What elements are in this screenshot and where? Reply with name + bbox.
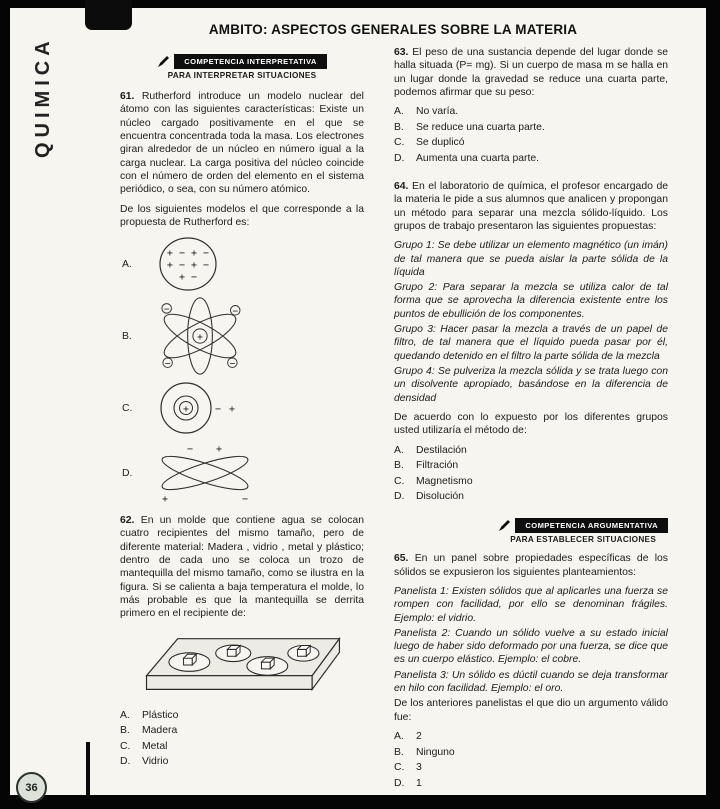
option-text: Madera	[142, 725, 178, 737]
option-label: D.	[394, 152, 405, 164]
option-text: Metal	[142, 740, 168, 752]
question-63	[394, 46, 668, 99]
option-label: C.	[394, 762, 405, 774]
option-row	[394, 746, 668, 760]
option-text: Se duplicó	[416, 137, 465, 149]
panelist-text: Existen sólidos que al aplicarles una fuerza se rompen con facilidad, por ello se denominan frágiles. Ejemplo: el vidrio.	[394, 585, 668, 624]
model-d-top-right: +	[215, 444, 223, 456]
group-text: Se debe utilizar un elemento magnético (un imán) de tal manera que se pueda aislar la parte sólida de la líquida	[394, 240, 668, 278]
option-label: D.	[394, 777, 405, 789]
question-63-number: 63.	[394, 47, 409, 58]
group-name: Grupo 1:	[394, 240, 435, 252]
option-text: Disolución	[416, 491, 464, 503]
question-63-options	[394, 105, 668, 166]
group-text: Hacer pasar la mezcla a través de un papel de filtro, de tal manera que el líquido pueda pasar por él, quedando detenido en el filtro la parte sólida de la mezcla	[394, 324, 668, 362]
option-text: Filtración	[416, 460, 459, 472]
exam-page	[10, 8, 706, 795]
group-2-statement	[394, 281, 668, 321]
model-a-row1: + − + −	[166, 248, 210, 260]
model-b-electron: −	[164, 358, 171, 370]
option-text: No varía.	[416, 106, 459, 118]
panelist-name: Panelista 1:	[394, 585, 449, 597]
group-name: Grupo 3:	[394, 324, 436, 336]
option-label: C.	[122, 402, 133, 414]
badge-subtitle: PARA ESTABLECER SITUACIONES	[510, 535, 657, 545]
question-65-options	[394, 730, 668, 791]
panelist-text: Un sólido es dúctil cuando se deja transformar en hilo con facilidad. Ejemplo: el oro.	[394, 669, 668, 695]
option-row	[394, 475, 668, 489]
question-62	[120, 514, 364, 621]
badge-top-row	[498, 518, 668, 533]
option-label: B.	[394, 460, 404, 472]
option-row	[394, 459, 668, 473]
question-64-number: 64.	[394, 180, 409, 192]
atom-model-b-diagram	[156, 296, 244, 376]
option-row	[394, 777, 668, 791]
option-row	[120, 724, 364, 738]
mold-figure	[138, 627, 346, 703]
question-63-text: El peso de una sustancia depende del lugar donde se halla situada (P= mg). Si un cuerpo de masa m se halla en un lugar donde la gravedad se reduce una cuarta parte, podemos afirmar que su peso:	[394, 47, 668, 98]
question-64	[394, 180, 668, 233]
question-61-option-b	[122, 296, 364, 376]
badge-title: COMPETENCIA ARGUMENTATIVA	[515, 518, 668, 533]
option-text: Se reduce una cuarta parte.	[416, 121, 545, 133]
model-d-bottom-right: −	[241, 494, 249, 506]
question-62-number: 62.	[120, 515, 135, 527]
question-62-options	[120, 709, 364, 770]
option-label: B.	[394, 121, 404, 133]
option-row	[120, 709, 364, 723]
model-b-electron: −	[163, 304, 170, 316]
option-label: C.	[120, 740, 131, 752]
option-label: D.	[394, 491, 405, 503]
option-label: C.	[394, 475, 405, 487]
question-61-option-c	[122, 379, 364, 437]
option-row	[394, 152, 668, 166]
model-b-nucleus: +	[197, 331, 203, 343]
option-row	[120, 755, 364, 769]
model-b-electron: −	[229, 358, 236, 370]
option-row	[394, 490, 668, 504]
option-label: A.	[122, 258, 132, 270]
group-name: Grupo 4:	[394, 366, 435, 377]
page-number-badge: 36	[16, 772, 47, 803]
competencia-argumentativa-badge	[498, 518, 668, 544]
option-row	[394, 444, 668, 458]
question-62-text: En un molde que contiene agua se colocan cuatro recipientes del mismo tamaño, pero de diferente material: Madera , vidrio , metal y plástico; dentro de cada uno se coloca un trozo de mantequilla del mismo tamaño, como se ilustra en la figura. Si se calienta a baja temperatura el molde, lo más probable es que la mantequilla se derrita primero en el recipiente de:	[120, 515, 364, 620]
model-d-bottom-left: +	[161, 494, 169, 506]
option-label: A.	[394, 731, 404, 742]
panelist-1-statement	[394, 585, 668, 625]
option-label: D.	[122, 467, 133, 479]
option-label: B.	[122, 330, 132, 342]
panelist-name: Panelista 2:	[394, 627, 451, 639]
panelist-2-statement	[394, 627, 668, 667]
group-1-statement	[394, 239, 668, 279]
option-label: D.	[120, 756, 131, 768]
atom-model-d-diagram	[156, 440, 254, 506]
atom-model-c-diagram	[156, 379, 242, 437]
group-text: Se pulveriza la mezcla sólida y se trata luego con un disolvente apropiado, basándose en la diferencia de densidad	[394, 366, 668, 404]
option-text: Ninguno	[416, 746, 455, 758]
model-a-row3: + −	[178, 272, 198, 284]
model-c-minus: −	[214, 404, 222, 416]
model-a-row2: + − + −	[166, 260, 210, 272]
question-65	[394, 552, 668, 579]
option-row	[394, 105, 668, 119]
option-label: A.	[394, 444, 404, 456]
option-text: Plástico	[142, 709, 179, 721]
option-row	[394, 136, 668, 150]
question-61-text: Rutherford introduce un modelo nuclear del átomo con las siguientes características: Existe un núcleo cargado positivamente en el que se encuentra concentrada toda la masa. Los electrones giran alrededor de un núcleo en número igual a la carga nuclear. La carga positiva del núcleo coincide con el número de orden del elemento en el sistema periódico, o sea, con su número atómico.	[120, 91, 364, 196]
pencil-icon	[157, 55, 170, 68]
question-65-text: En un panel sobre propiedades específicas de los sólidos se expusieron los siguientes planteamientos:	[394, 553, 668, 578]
option-text: 1	[416, 777, 422, 789]
badge-top-row	[157, 54, 326, 69]
question-61	[120, 90, 364, 197]
option-text: 2	[416, 731, 422, 742]
group-text: Para separar la mezcla se utiliza calor de tal forma que se aprovecha la diferencia existente entre los puntos de ebullición de los componentes.	[394, 282, 669, 320]
binder-tab	[85, 0, 132, 30]
panelist-name: Panelista 3:	[394, 669, 449, 681]
pencil-icon	[498, 519, 511, 532]
right-column	[394, 46, 668, 795]
model-c-nucleus: +	[182, 404, 190, 416]
option-label: C.	[394, 137, 405, 149]
option-text: Magnetismo	[416, 475, 473, 487]
question-61-prompt: De los siguientes modelos el que corresponde a la propuesta de Rutherford es:	[120, 203, 364, 228]
question-62-figure-wrap	[120, 627, 364, 703]
question-64-text: En el laboratorio de química, el profesor encargado de la materia le pide a sus alumnos que analicen y propongan un método para separar una mezcla sólido-líquido. Los grupos de trabajo presentaron las siguientes propuestas:	[394, 180, 669, 232]
question-61-option-d	[122, 440, 364, 506]
option-row	[394, 730, 668, 744]
left-column	[120, 54, 364, 777]
page-title: AMBITO: ASPECTOS GENERALES SOBRE LA MATERIA	[208, 22, 578, 37]
badge-subtitle: PARA INTERPRETAR SITUACIONES	[167, 71, 317, 80]
option-row	[394, 761, 668, 775]
option-label: B.	[394, 746, 404, 758]
question-65-prompt: De los anteriores panelistas el que dio un argumento válido fue:	[394, 698, 668, 723]
panelist-text: Cuando un sólido vuelve a su estado inicial luego de haber sido deformado por una fuerza, se dice que es un cuerpo elástico. Ejemplo: el cobre.	[394, 627, 668, 666]
competencia-interpretativa-badge	[157, 54, 326, 80]
atom-model-a-diagram	[156, 235, 220, 293]
option-text: Aumenta una cuarta parte.	[416, 152, 540, 164]
question-64-options	[394, 444, 668, 505]
model-c-plus: +	[228, 404, 236, 416]
option-label: B.	[120, 725, 130, 737]
option-text: Vidrio	[142, 756, 169, 768]
option-text: 3	[416, 762, 422, 774]
question-65-number: 65.	[394, 553, 409, 565]
option-label: A.	[120, 709, 130, 721]
binder-mark	[86, 742, 90, 798]
option-label: A.	[394, 106, 404, 118]
subject-label: QUIMICA	[32, 36, 54, 158]
group-name: Grupo 2:	[394, 282, 438, 294]
panelist-3-statement	[394, 669, 668, 696]
group-3-statement	[394, 323, 668, 363]
badge-title: COMPETENCIA INTERPRETATIVA	[174, 54, 326, 69]
group-4-statement	[394, 365, 668, 405]
option-text: Destilación	[416, 444, 467, 456]
question-61-number: 61.	[120, 91, 135, 102]
option-row	[120, 740, 364, 754]
option-row	[394, 121, 668, 135]
question-61-option-a	[122, 235, 364, 293]
model-d-top-left: −	[186, 444, 194, 456]
question-64-prompt: De acuerdo con lo expuesto por los diferentes grupos usted utilizaría el método de:	[394, 411, 668, 437]
model-b-electron: −	[232, 306, 239, 318]
